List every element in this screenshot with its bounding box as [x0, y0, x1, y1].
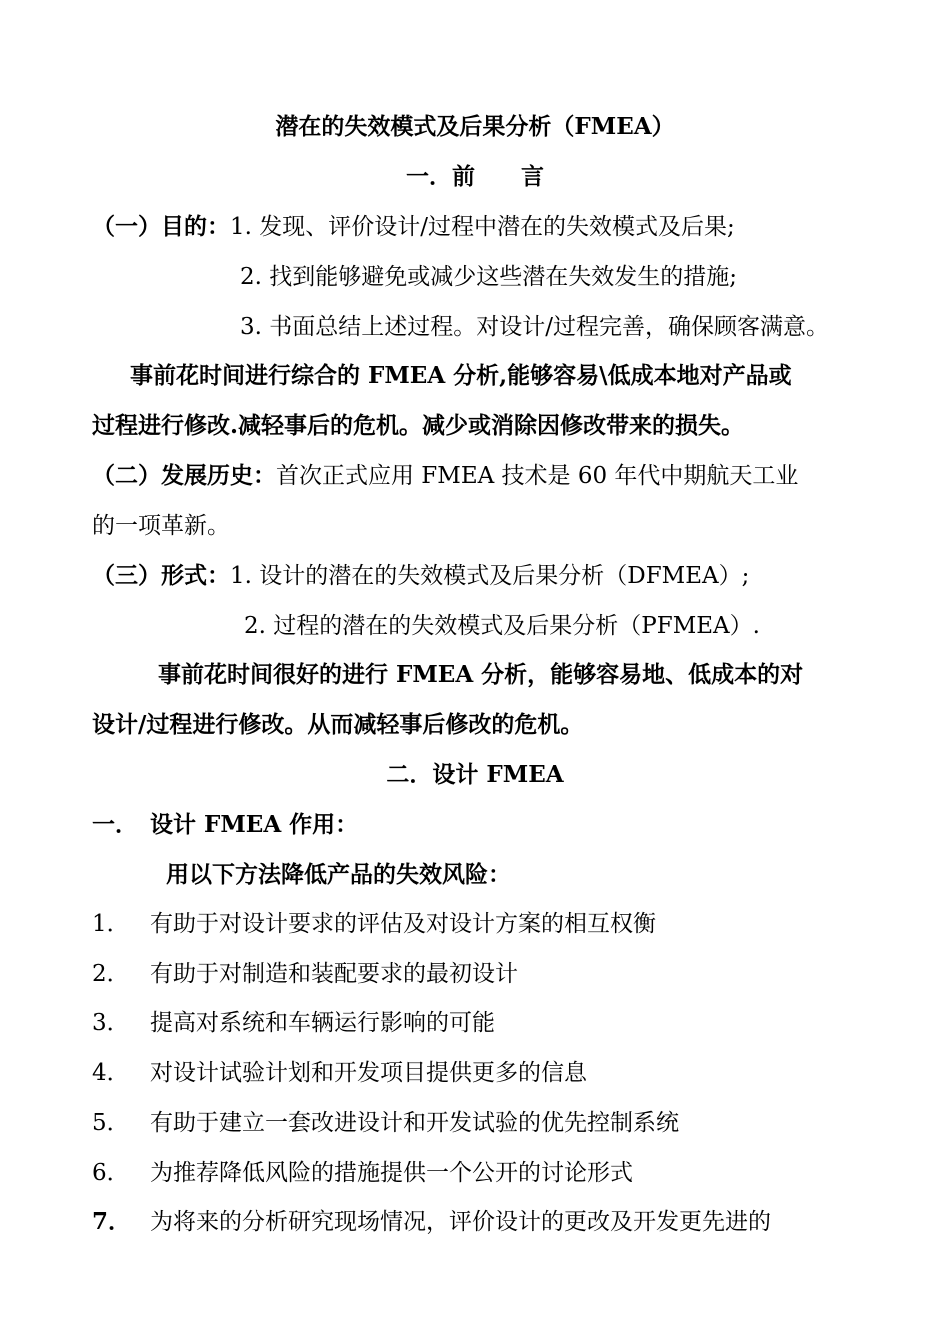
- list-item-text: 对设计试验计划和开发项目提供更多的信息: [150, 1060, 587, 1086]
- emphasis-paragraph-line: 设计/过程进行修改。从而减轻事后修改的危机。: [92, 711, 584, 738]
- list-item: [92, 959, 518, 989]
- design-role-intro: 用以下方法降低产品的失效风险：: [166, 861, 511, 888]
- purpose-label: （一）目的：: [92, 213, 230, 240]
- emphasis-paragraph-line: 过程进行修改.减轻事后的危机。减少或消除因修改带来的损失。: [92, 412, 745, 439]
- list-item: [92, 1008, 495, 1038]
- list-item-number: 5．: [92, 1110, 130, 1136]
- list-item-number: 3．: [92, 1010, 130, 1036]
- list-item: [92, 1207, 771, 1237]
- list-item-number: 2．: [92, 961, 130, 987]
- forms-label: （三）形式：: [92, 562, 230, 589]
- history-paragraph: [92, 461, 798, 491]
- forms-paragraph: [92, 561, 749, 591]
- forms-item: 1. 设计的潜在的失效模式及后果分析（DFMEA）;: [230, 563, 750, 589]
- list-item-text: 为推荐降低风险的措施提供一个公开的讨论形式: [150, 1160, 633, 1186]
- purpose-item: 2. 找到能够避免或减少这些潜在失效发生的措施;: [240, 264, 738, 290]
- forms-item: 2. 过程的潜在的失效模式及后果分析（PFMEA）.: [244, 613, 760, 639]
- list-item-number: 4．: [92, 1060, 130, 1086]
- list-item-text: 为将来的分析研究现场情况，评价设计的更改及开发更先进的: [150, 1209, 771, 1235]
- list-item: [92, 1058, 587, 1088]
- list-item-text: 提高对系统和车辆运行影响的可能: [150, 1010, 495, 1036]
- purpose-item: 3. 书面总结上述过程。对设计/过程完善，确保顾客满意。: [240, 314, 830, 340]
- document-title: 潜在的失效模式及后果分析（FMEA）: [275, 113, 675, 140]
- design-role-heading: [92, 810, 358, 840]
- list-item: [92, 1158, 633, 1188]
- list-item: [92, 909, 656, 939]
- history-text-continued: 的一项革新。: [92, 513, 230, 539]
- list-item: [92, 1108, 679, 1138]
- list-item-text: 有助于对设计要求的评估及对设计方案的相互权衡: [150, 911, 656, 937]
- list-item-text: 有助于对制造和装配要求的最初设计: [150, 961, 518, 987]
- list-item-number: 1．: [92, 911, 130, 937]
- list-item-number: 7．: [92, 1208, 132, 1235]
- list-item-text: 有助于建立一套改进设计和开发试验的优先控制系统: [150, 1110, 679, 1136]
- list-item-number: 6．: [92, 1160, 130, 1186]
- emphasis-paragraph-line: 事前花时间进行综合的 FMEA 分析,能够容易\低成本地对产品或: [130, 362, 792, 389]
- section-heading-preface: 一．前 言: [406, 163, 544, 190]
- section-heading-design-fmea: 二．设计 FMEA: [386, 761, 564, 788]
- design-role-heading-text: 设计 FMEA 作用：: [150, 811, 359, 838]
- emphasis-paragraph-line: 事前花时间很好的进行 FMEA 分析，能够容易地、低成本的对: [158, 661, 804, 688]
- history-label: （二）发展历史：: [92, 462, 276, 489]
- design-role-heading-number: 一．: [92, 811, 138, 838]
- purpose-paragraph: [92, 212, 735, 242]
- history-text: 首次正式应用 FMEA 技术是 60 年代中期航天工业: [276, 463, 799, 489]
- purpose-item: 1. 发现、评价设计/过程中潜在的失效模式及后果;: [230, 214, 735, 240]
